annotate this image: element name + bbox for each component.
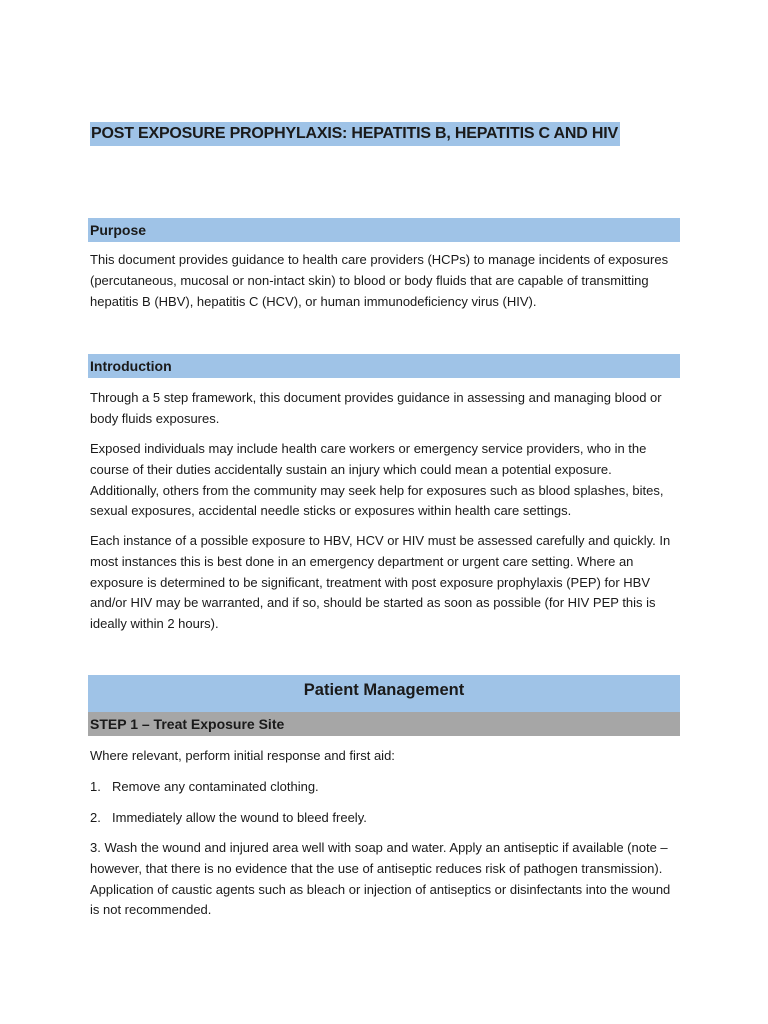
list-item-text: Wash the wound and injured area well with soap and water. Apply an antiseptic if available (note – however, that there is no evidence that the use of antiseptic reduces risk of pathogen transmission). Application of caustic agents such as bleach or injection of antiseptics or disinfectants into the wound is not recommended. xyxy=(90,840,671,918)
patient-management-heading: Patient Management xyxy=(88,675,680,712)
list-item xyxy=(90,777,682,798)
introduction-heading: Introduction xyxy=(88,354,680,378)
document-title: POST EXPOSURE PROPHYLAXIS: HEPATITIS B, HEPATITIS C AND HIV xyxy=(90,122,620,146)
list-item-text: Immediately allow the wound to bleed freely. xyxy=(112,810,367,825)
list-item-text: Remove any contaminated clothing. xyxy=(112,779,319,794)
intro-paragraph-1: Through a 5 step framework, this document provides guidance in assessing and managing blood or body fluids exposures. xyxy=(90,390,662,426)
list-item-number: 3. xyxy=(90,840,101,855)
step1-intro: Where relevant, perform initial response and first aid: xyxy=(90,748,395,763)
purpose-text: This document provides guidance to health care providers (HCPs) to manage incidents of exposures (percutaneous, mucosal or non-intact skin) to blood or body fluids that are capable of transmitting hepatitis B (HBV), hepatitis C (HCV), or human immunodeficiency virus (HIV). xyxy=(90,252,669,309)
step1-heading: STEP 1 – Treat Exposure Site xyxy=(88,712,680,736)
list-item xyxy=(90,808,682,829)
intro-paragraph-3: Each instance of a possible exposure to HBV, HCV or HIV must be assessed carefully and quickly. In most instances this is best done in an emergency department or urgent care setting. Where an exposure is determined to be significant, treatment with post exposure prophylaxis (PEP) for HBV and/or HIV may be warranted, and if so, should be started as soon as possible (for HIV PEP this is ideally within 2 hours). xyxy=(90,533,671,632)
intro-paragraph-2: Exposed individuals may include health care workers or emergency service providers, who in the course of their duties accidentally sustain an injury which could mean a potential exposure. Additionally, others from the community may seek help for exposures such as blood splashes, bites, sexual exposures, accidental needle sticks or exposures within health care settings. xyxy=(90,441,664,519)
list-item-number: 2. xyxy=(90,810,101,825)
purpose-heading: Purpose xyxy=(88,218,680,242)
list-item-number: 1. xyxy=(90,779,101,794)
list-item xyxy=(90,838,682,921)
